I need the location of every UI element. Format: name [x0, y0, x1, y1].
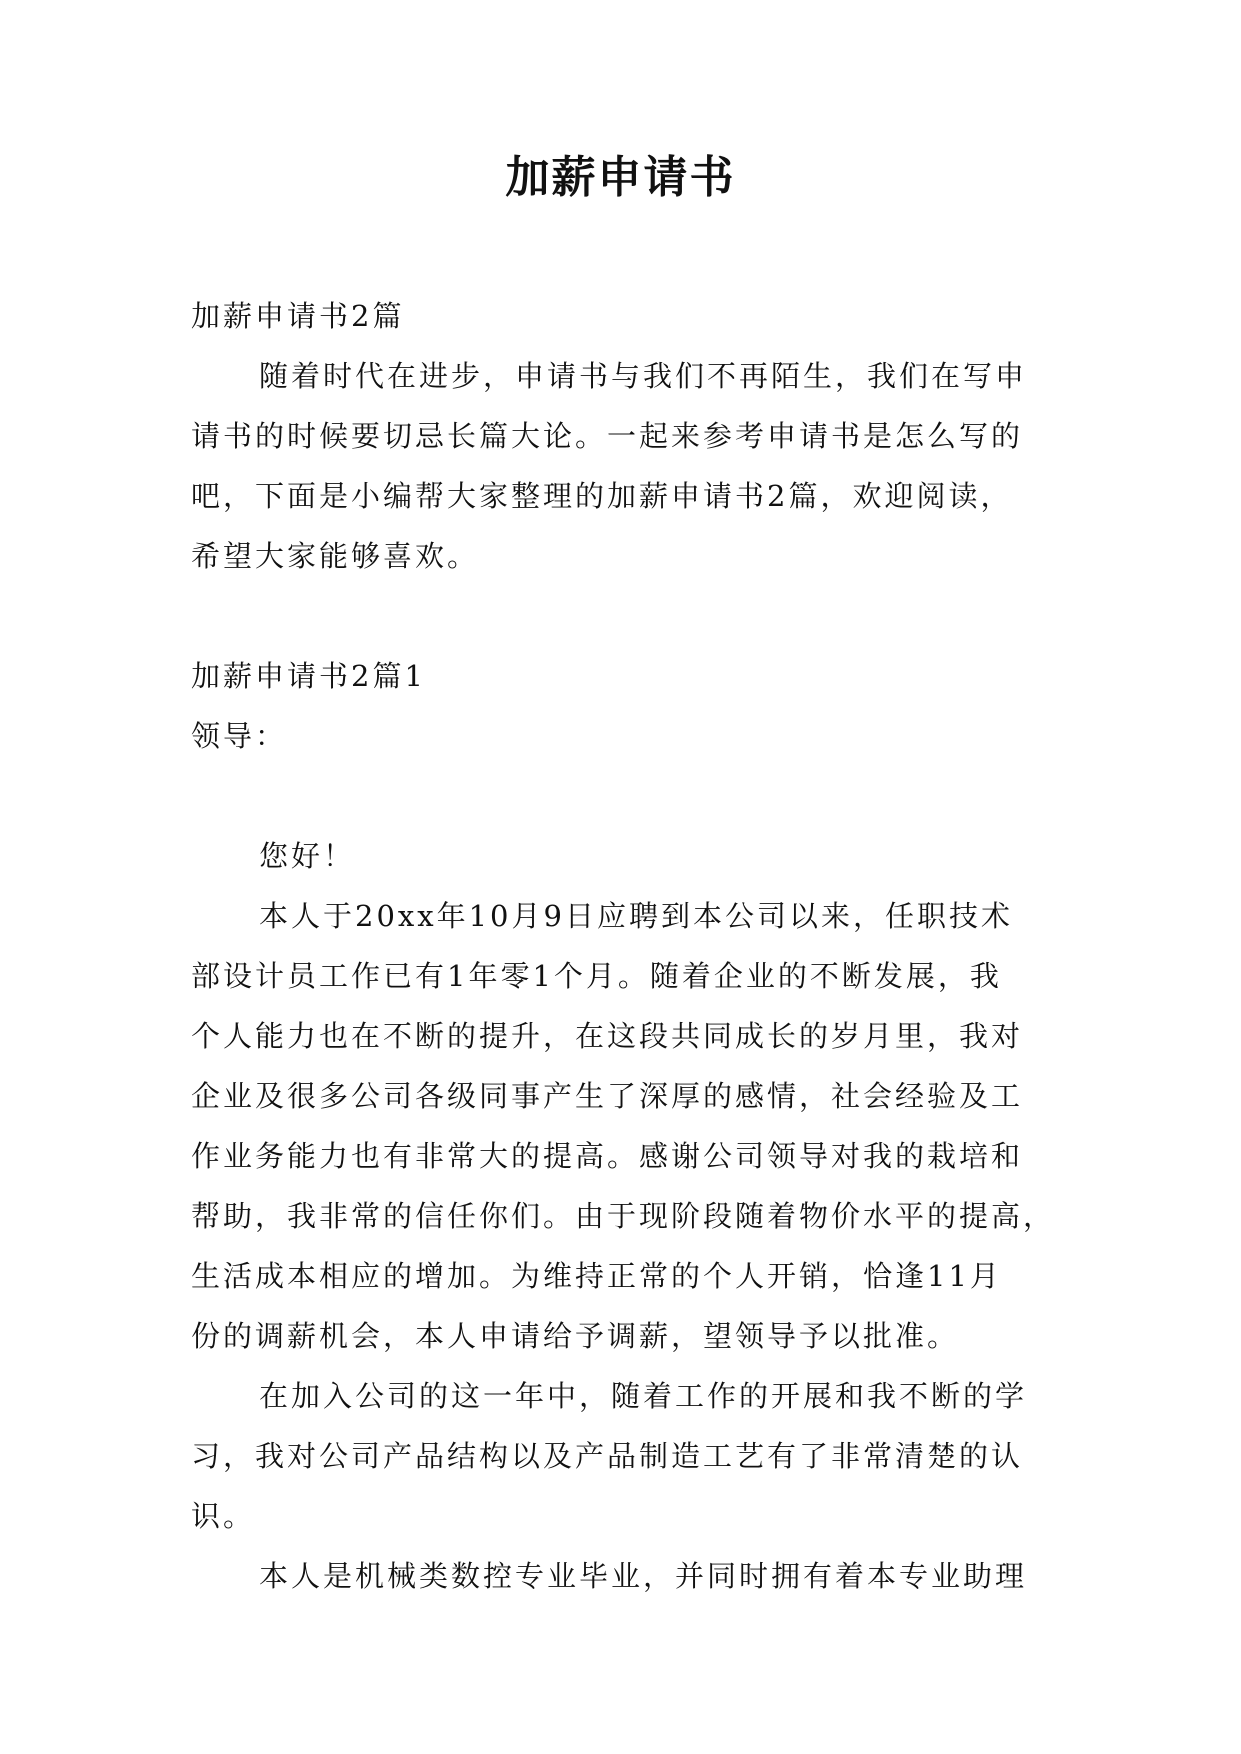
paragraph2-line-2: 习，我对公司产品结构以及产品制造工艺有了非常清楚的认 [191, 1439, 1024, 1473]
paragraph1-line-1: 本人于20xx年10月9日应聘到本公司以来，任职技术 [259, 899, 1013, 933]
spacer [191, 586, 1061, 646]
intro-line-1: 随着时代在进步，申请书与我们不再陌生，我们在写申 [259, 359, 1028, 393]
document-body [191, 286, 1061, 1606]
spacer [191, 766, 1061, 826]
paragraph1-line-6: 帮助，我非常的信任你们。由于现阶段随着物价水平的提高， [191, 1199, 1056, 1233]
intro-line-3: 吧，下面是小编帮大家整理的加薪申请书2篇，欢迎阅读， [191, 479, 1013, 513]
intro-line-4: 希望大家能够喜欢。 [191, 539, 480, 573]
paragraph1-line-5: 作业务能力也有非常大的提高。感谢公司领导对我的栽培和 [191, 1139, 1024, 1173]
paragraph1-line-4: 企业及很多公司各级同事产生了深厚的感情，社会经验及工 [191, 1079, 1024, 1113]
paragraph1-line-2: 部设计员工作已有1年零1个月。随着企业的不断发展，我 [191, 959, 1002, 993]
document-title: 加薪申请书 [505, 152, 736, 203]
paragraph1-line-3: 个人能力也在不断的提升，在这段共同成长的岁月里，我对 [191, 1019, 1024, 1053]
paragraph2-line-3: 识。 [191, 1499, 256, 1533]
salutation: 领导： [191, 719, 288, 753]
section-heading: 加薪申请书2篇1 [191, 659, 426, 693]
paragraph1-line-8: 份的调薪机会，本人申请给予调薪，望领导予以批准。 [191, 1319, 960, 1353]
greeting: 您好！ [259, 839, 356, 873]
intro-heading: 加薪申请书2篇 [191, 299, 405, 333]
intro-line-2: 请书的时候要切忌长篇大论。一起来参考申请书是怎么写的 [191, 419, 1024, 453]
paragraph1-line-7: 生活成本相应的增加。为维持正常的个人开销，恰逢11月 [191, 1259, 1002, 1293]
paragraph3-line-1: 本人是机械类数控专业毕业，并同时拥有着本专业助理 [259, 1559, 1028, 1593]
paragraph2-line-1: 在加入公司的这一年中，随着工作的开展和我不断的学 [259, 1379, 1028, 1413]
